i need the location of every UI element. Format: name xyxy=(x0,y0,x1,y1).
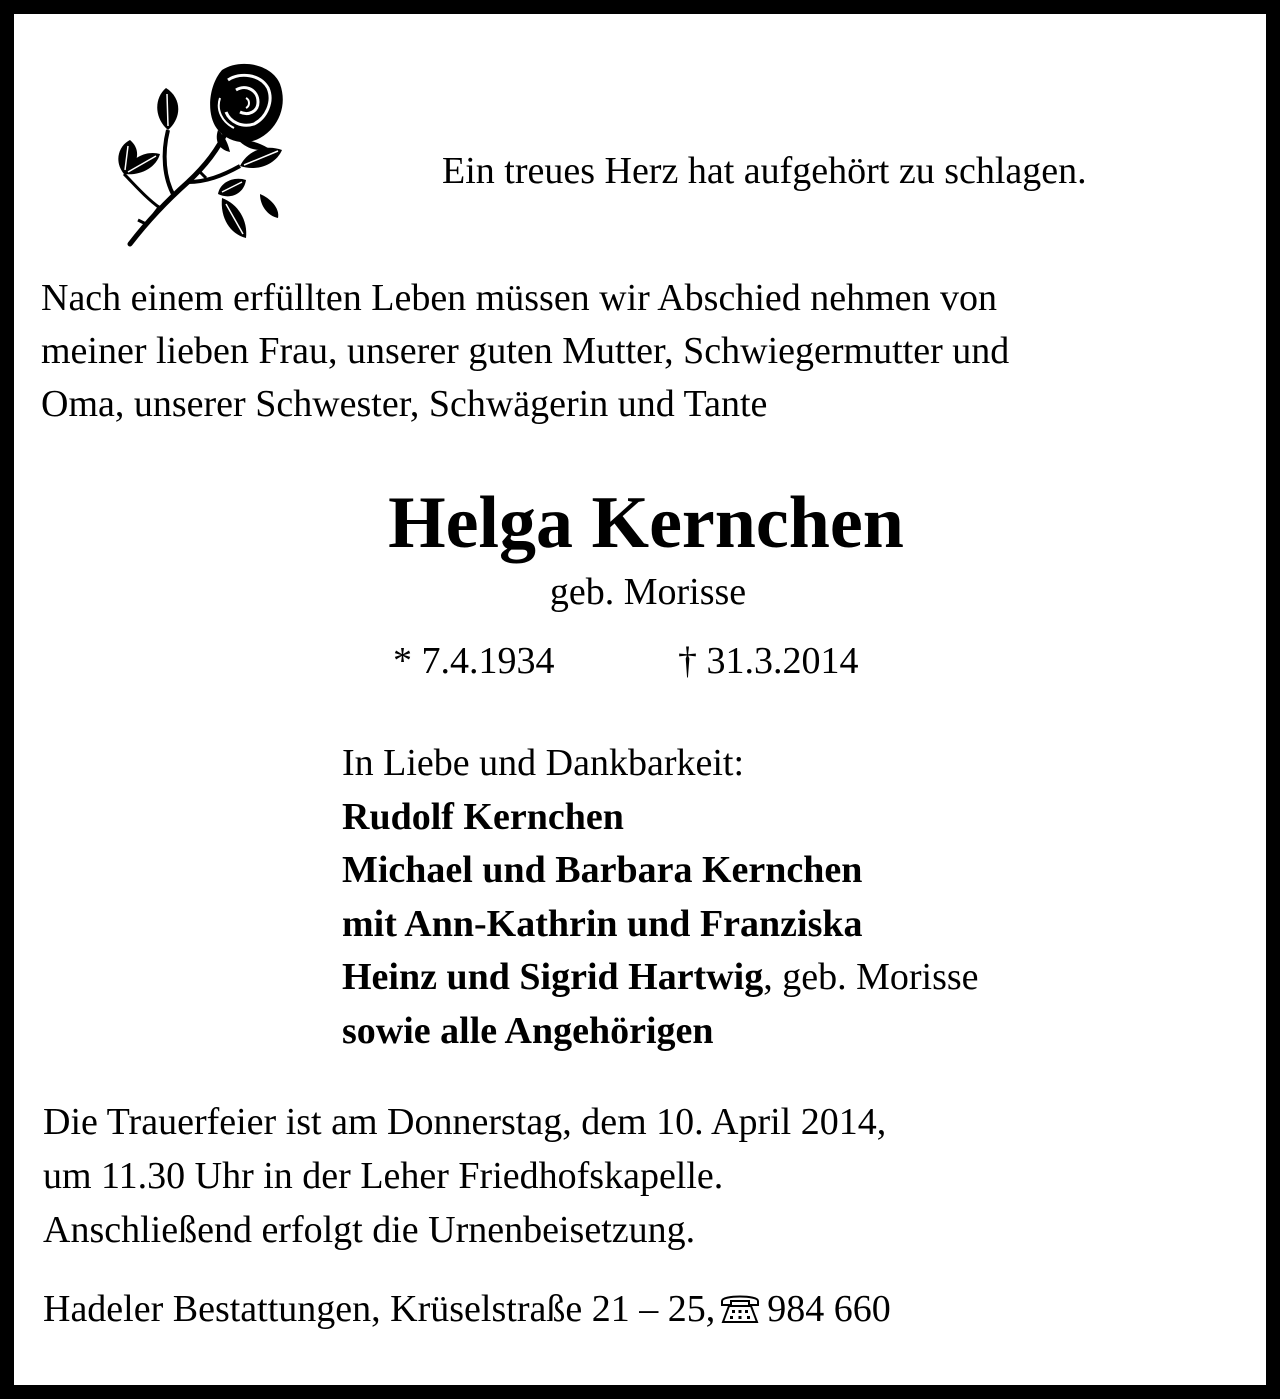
ceremony-line: Die Trauerfeier ist am Donnerstag, dem 10. April 2014, xyxy=(43,1101,887,1143)
mourners-list xyxy=(342,737,979,1058)
ceremony-line: Anschließend erfolgt die Urnenbeisetzung. xyxy=(43,1209,696,1251)
telephone-icon xyxy=(719,1292,761,1324)
mourners-heading: In Liebe und Dankbarkeit: xyxy=(342,742,745,784)
undertaker-address: Hadeler Bestattungen, Krüselstraße 21 – 25, xyxy=(43,1288,716,1330)
mourners-closing: sowie alle Angehörigen xyxy=(342,1009,714,1052)
ceremony-info xyxy=(43,1095,886,1257)
mourner-line: Michael und Barbara Kernchen xyxy=(342,849,863,891)
rose-icon xyxy=(110,58,285,248)
intro-line: meiner lieben Frau, unserer guten Mutter, Schwiegermutter und xyxy=(41,330,1010,372)
mourner-hartwig-maiden: , geb. Morisse xyxy=(763,956,979,998)
intro-line: Oma, unserer Schwester, Schwägerin und Tante xyxy=(41,383,768,425)
intro-text xyxy=(41,272,1251,431)
undertaker-footer xyxy=(43,1284,891,1334)
deceased-name: Helga Kernchen xyxy=(388,482,904,564)
maiden-name: geb. Morisse xyxy=(549,571,747,613)
ceremony-line: um 11.30 Uhr in der Leher Friedhofskapelle. xyxy=(43,1155,724,1197)
intro-line: Nach einem erfüllten Leben müssen wir Abschied nehmen von xyxy=(41,277,998,319)
mourner-line xyxy=(342,951,979,1005)
birth-date: * 7.4.1934 xyxy=(393,640,555,682)
mourner-line: Rudolf Kernchen xyxy=(342,795,624,838)
motto: Ein treues Herz hat aufgehört zu schlagen. xyxy=(442,150,1087,192)
mourner-hartwig-names: Heinz und Sigrid Hartwig xyxy=(342,956,764,998)
death-date: † 31.3.2014 xyxy=(678,640,859,682)
mourner-line: mit Ann-Kathrin und Franziska xyxy=(342,902,863,945)
obituary-notice xyxy=(14,14,1266,1385)
phone-number: 984 660 xyxy=(767,1288,891,1330)
